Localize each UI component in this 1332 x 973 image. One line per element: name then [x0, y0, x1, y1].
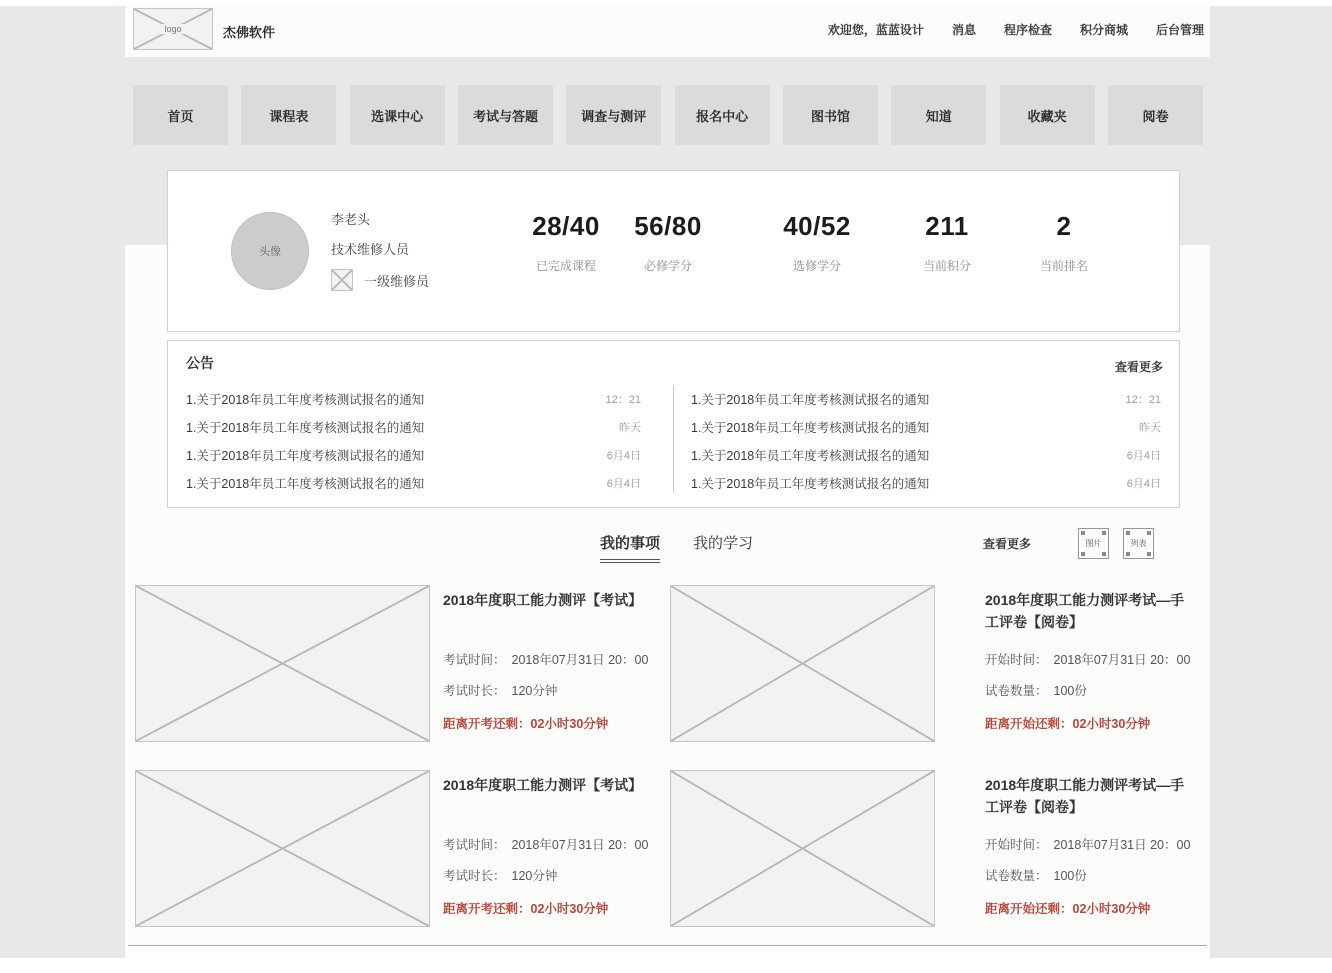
profile-info [331, 209, 429, 291]
card-countdown: 距离开始还剩：02小时30分钟 [985, 902, 1151, 916]
field-value: 120分钟 [511, 684, 558, 698]
stat-value: 28/40 [532, 211, 600, 241]
field-value: 2018年07月31日 20：00 [1053, 838, 1191, 852]
card-field [443, 866, 665, 884]
badge-placeholder-icon [331, 269, 353, 291]
nav-item-registration[interactable]: 报名中心 [675, 85, 770, 145]
field-label: 开始时间： [985, 653, 1048, 667]
list-item[interactable] [186, 385, 641, 413]
my-section-tabs-row [125, 526, 1210, 570]
top-header [125, 6, 1210, 57]
list-item[interactable] [691, 469, 1161, 497]
card-field [985, 866, 1190, 884]
list-item[interactable] [691, 441, 1161, 469]
stat-label: 当前积分 [922, 259, 972, 273]
announcement-date: 昨天 [1139, 422, 1161, 434]
card-image-placeholder[interactable] [670, 770, 935, 927]
card-text [985, 589, 1190, 732]
stat-elective-credits [783, 211, 851, 274]
stat-value: 56/80 [634, 211, 702, 241]
field-value: 100份 [1053, 869, 1087, 883]
profile-job-title: 技术维修人员 [331, 242, 410, 257]
stat-required-credits [634, 211, 702, 274]
brand-name: 杰佛软件 [223, 25, 276, 40]
view-toggle-label: 列表 [1130, 539, 1147, 548]
view-toggle-image-button[interactable] [1078, 528, 1109, 559]
stat-current-points [923, 211, 971, 274]
announcements-title: 公告 [186, 355, 214, 371]
announcement-text[interactable]: 1.关于2018年员工年度考核测试报名的通知 [691, 421, 930, 435]
announcement-date: 12：21 [605, 394, 641, 406]
card-image-placeholder[interactable] [135, 770, 430, 927]
announcement-text[interactable]: 1.关于2018年员工年度考核测试报名的通知 [186, 477, 425, 491]
list-item[interactable] [186, 441, 641, 469]
my-section-more-link[interactable]: 查看更多 [983, 537, 1032, 551]
announcements-panel [167, 340, 1180, 508]
card-image-placeholder[interactable] [135, 585, 430, 742]
nav-item-library[interactable]: 图书馆 [783, 85, 878, 145]
field-value: 2018年07月31日 20：00 [511, 838, 649, 852]
card-field [443, 681, 665, 699]
card-row [125, 770, 1210, 930]
nav-item-course-center[interactable]: 选课中心 [350, 85, 445, 145]
announcement-date: 6月4日 [606, 478, 641, 490]
stat-value: 2 [1056, 211, 1072, 241]
logo-placeholder-icon[interactable] [133, 8, 213, 50]
field-label: 考试时长： [443, 869, 506, 883]
field-value: 2018年07月31日 20：00 [1053, 653, 1191, 667]
announcements-left-column [186, 385, 641, 497]
list-item[interactable] [691, 385, 1161, 413]
announcements-more-link[interactable]: 查看更多 [1114, 360, 1163, 374]
nav-item-survey[interactable]: 调查与测评 [566, 85, 661, 145]
card-title: 2018年度职工能力测评【考试】 [443, 592, 643, 608]
stat-completed-courses [532, 211, 600, 274]
header-link-points-mall[interactable]: 积分商城 [1079, 23, 1128, 37]
card-field [443, 650, 665, 668]
announcement-text[interactable]: 1.关于2018年员工年度考核测试报名的通知 [691, 393, 930, 407]
view-toggle-list-button[interactable] [1123, 528, 1154, 559]
card-countdown: 距离开考还剩：02小时30分钟 [443, 902, 609, 916]
stat-label: 已完成课程 [535, 259, 597, 273]
card-title: 2018年度职工能力测评【考试】 [443, 777, 643, 793]
main-page [125, 6, 1210, 958]
field-label: 开始时间： [985, 838, 1048, 852]
card-title: 2018年度职工能力测评考试—手工评卷【阅卷】 [985, 777, 1185, 816]
card-countdown: 距离开始还剩：02小时30分钟 [985, 717, 1151, 731]
nav-item-grading[interactable]: 阅卷 [1108, 85, 1203, 145]
header-links [828, 21, 1204, 38]
card-countdown: 距离开考还剩：02小时30分钟 [443, 717, 609, 731]
field-value: 120分钟 [511, 869, 558, 883]
card-field [985, 650, 1190, 668]
announcement-date: 昨天 [619, 422, 641, 434]
avatar: 头像 [231, 212, 309, 290]
announcement-text[interactable]: 1.关于2018年员工年度考核测试报名的通知 [691, 449, 930, 463]
announcements-right-column [691, 385, 1161, 497]
field-label: 试卷数量： [985, 869, 1048, 883]
list-item[interactable] [186, 413, 641, 441]
header-link-welcome[interactable]: 欢迎您，蓝蓝设计 [827, 23, 924, 37]
announcement-date: 6月4日 [1126, 450, 1161, 462]
header-link-messages[interactable]: 消息 [951, 23, 976, 37]
stat-label: 当前排名 [1039, 259, 1089, 273]
logo-label: logo [161, 24, 184, 34]
field-label: 考试时间： [443, 838, 506, 852]
header-link-program-check[interactable]: 程序检查 [1003, 23, 1052, 37]
footer-divider [128, 945, 1207, 946]
field-label: 考试时长： [443, 684, 506, 698]
column-divider [673, 385, 674, 493]
announcement-date: 6月4日 [606, 450, 641, 462]
stat-label: 选修学分 [792, 259, 842, 273]
stat-value: 40/52 [783, 211, 851, 241]
stat-current-rank [1040, 211, 1088, 274]
card-row [125, 585, 1210, 745]
card-title: 2018年度职工能力测评考试—手工评卷【阅卷】 [985, 592, 1185, 631]
field-value: 2018年07月31日 20：00 [511, 653, 649, 667]
card-text [985, 774, 1190, 917]
field-label: 考试时间： [443, 653, 506, 667]
task-cards-grid [125, 585, 1210, 945]
announcement-date: 6月4日 [1126, 478, 1161, 490]
stat-label: 必修学分 [643, 259, 693, 273]
profile-badge-label: 一级维修员 [364, 273, 430, 289]
card-image-placeholder[interactable] [670, 585, 935, 742]
nav-item-know[interactable]: 知道 [891, 85, 986, 145]
list-item[interactable] [691, 413, 1161, 441]
nav-item-exams[interactable]: 考试与答题 [458, 85, 553, 145]
announcement-text[interactable]: 1.关于2018年员工年度考核测试报名的通知 [691, 477, 930, 491]
stat-value: 211 [925, 211, 969, 241]
profile-badge-row [331, 269, 429, 291]
announcement-text[interactable]: 1.关于2018年员工年度考核测试报名的通知 [186, 421, 425, 435]
card-field [985, 681, 1190, 699]
view-toggle-label: 图片 [1085, 539, 1102, 548]
nav-item-favorites[interactable]: 收藏夹 [1000, 85, 1095, 145]
header-link-admin[interactable]: 后台管理 [1155, 23, 1204, 37]
card-field [443, 835, 665, 853]
profile-card [167, 170, 1180, 332]
card-text [443, 589, 665, 732]
list-item[interactable] [186, 469, 641, 497]
tab-my-study[interactable]: 我的学习 [693, 535, 754, 552]
tab-my-items[interactable]: 我的事项 [600, 532, 660, 563]
announcement-text[interactable]: 1.关于2018年员工年度考核测试报名的通知 [186, 449, 425, 463]
nav-item-schedule[interactable]: 课程表 [241, 85, 336, 145]
nav-item-home[interactable]: 首页 [133, 85, 228, 145]
field-label: 试卷数量： [985, 684, 1048, 698]
announcement-text[interactable]: 1.关于2018年员工年度考核测试报名的通知 [186, 393, 425, 407]
field-value: 100份 [1053, 684, 1087, 698]
main-nav [133, 85, 1203, 145]
announcement-date: 12：21 [1125, 394, 1161, 406]
card-text [443, 774, 665, 917]
card-field [985, 835, 1190, 853]
profile-name: 李老头 [331, 212, 371, 227]
